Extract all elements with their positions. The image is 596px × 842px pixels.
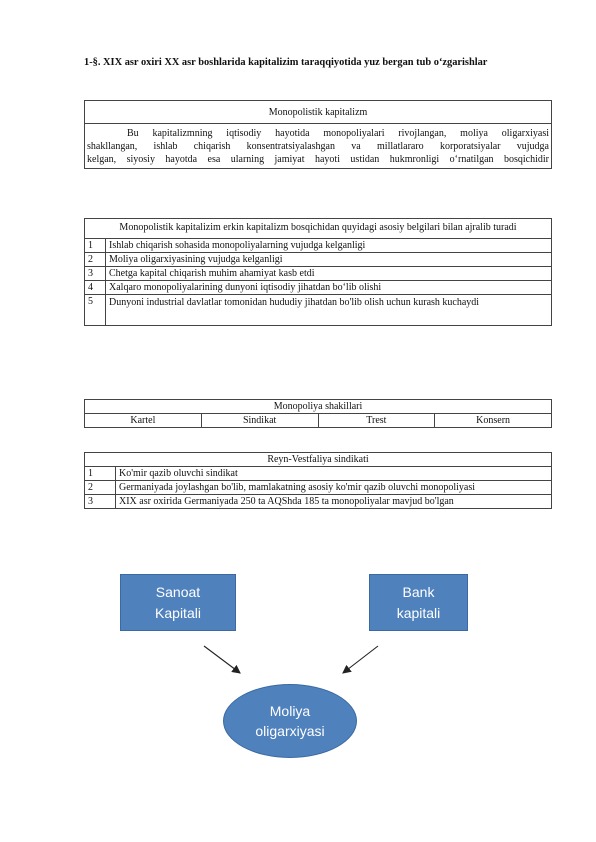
- row-text: Xalqaro monopoliyalarining dunyoni iqtisodiy jihatdan bo‘lib olishi: [106, 280, 552, 294]
- form-sindikat: Sindikat: [201, 414, 318, 428]
- row-text: Moliya oligarxiyasining vujudga kelganligi: [106, 252, 552, 266]
- box-label-line: Sanoat: [155, 584, 201, 601]
- row-text: Ishlab chiqarish sohasida monopoliyalarning vujudga kelganligi: [106, 238, 552, 252]
- form-kartel: Kartel: [85, 414, 202, 428]
- arrow-right: [343, 646, 378, 673]
- row-number: 3: [85, 495, 116, 509]
- row-text: Chetga kapital chiqarish muhim ahamiyat kasb etdi: [106, 266, 552, 280]
- form-konsern: Konsern: [435, 414, 552, 428]
- row-number: 2: [85, 252, 106, 266]
- box-label-line: Bank: [402, 584, 435, 601]
- ellipse-label-line: oligarxiyasi: [255, 723, 325, 739]
- row-text: Germaniyada joylashgan bo'lib, mamlakatning asosiy ko'mir qazib oluvchi monopoliyasi: [116, 481, 552, 495]
- definition-line: kelgan, siyosiy hayotda esa ularning jamiyat hayoti ustidan hukmronligi o‘rnatilgan bosqichidir: [87, 153, 549, 165]
- row-text: Ko'mir qazib oluvchi sindikat: [116, 467, 552, 481]
- table4-title: Reyn-Vestfaliya sindikati: [85, 453, 552, 467]
- page-heading: 1-§. XIX asr oxiri XX asr boshlarida kapitalizim taraqqiyotida yuz bergan tub o‘zgarishlar: [84, 57, 488, 68]
- row-number: 1: [85, 467, 116, 481]
- ellipse-label-line: Moliya: [269, 702, 311, 719]
- bank-capital-box: [369, 574, 468, 631]
- row-number: 3: [85, 266, 106, 280]
- form-trest: Trest: [318, 414, 435, 428]
- arrow-left: [204, 646, 240, 673]
- financial-oligarchy-ellipse: [223, 684, 357, 758]
- row-text: Dunyoni industrial davlatlar tomonidan hududiy jihatdan bo'lib olish uchun kurash kuchaydi: [106, 294, 552, 325]
- definition-line: shakllangan, ishlab chiqarish konsentratsiyalashgan va millatlararo korporatsiyalar vujudga: [87, 140, 549, 152]
- row-number: 1: [85, 238, 106, 252]
- industrial-capital-box: [120, 574, 236, 631]
- box-label-line: kapitali: [396, 604, 441, 621]
- row-number: 4: [85, 280, 106, 294]
- table3-title: Monopoliya shakillari: [85, 400, 552, 414]
- box-label-line: Kapitali: [155, 604, 201, 621]
- definition-line: Bu kapitalizmning iqtisodiy hayotida monopoliyalari rivojlangan, moliya oligarxiyasi: [127, 128, 549, 139]
- table1-title: Monopolistik kapitalizm: [85, 101, 552, 124]
- table2-title: Monopolistik kapitalizim erkin kapitalizm bosqichidan quyidagi asosiy belgilari bilan ajralib turadi: [85, 219, 552, 239]
- row-text: XIX asr oxirida Germaniyada 250 ta AQShda 185 ta monopoliyalar mavjud bo'lgan: [116, 495, 552, 509]
- row-number: 5: [85, 294, 106, 325]
- row-number: 2: [85, 481, 116, 495]
